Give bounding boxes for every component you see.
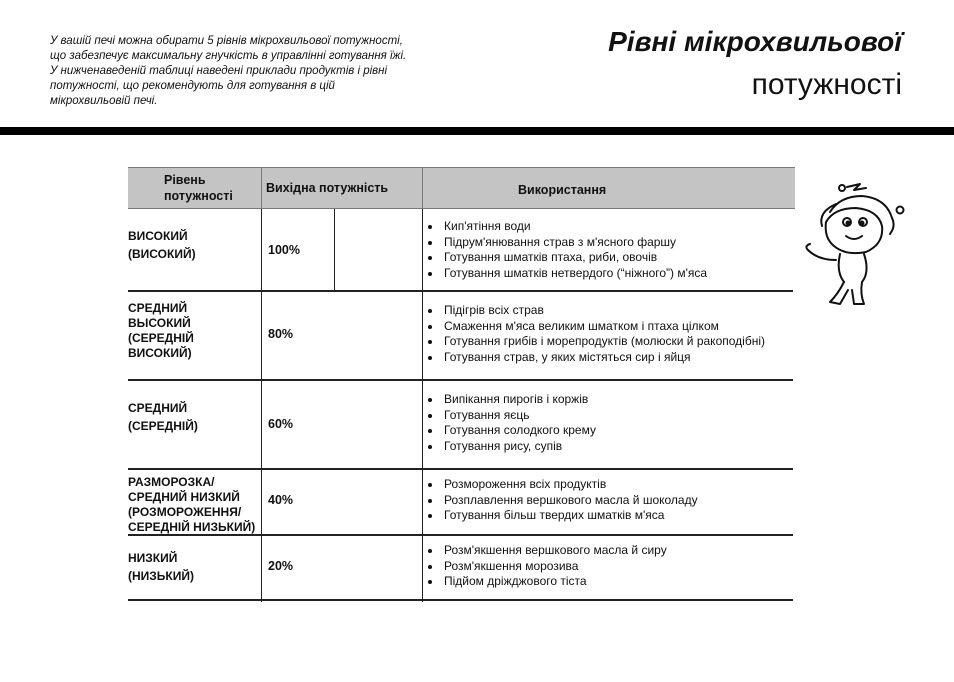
level-label: ВИСОКИЙ bbox=[128, 229, 188, 243]
list-item: Кип'ятіння води bbox=[424, 219, 707, 235]
list-item: Готування солодкого крему bbox=[424, 423, 596, 439]
row-divider bbox=[128, 468, 793, 470]
table-row-level bbox=[128, 401, 260, 434]
table-row-level bbox=[128, 229, 260, 262]
header-level bbox=[164, 172, 274, 204]
header-output: Вихідна потужність bbox=[266, 181, 389, 195]
row-divider bbox=[128, 599, 793, 601]
table-row-uses bbox=[424, 303, 765, 365]
list-item: Випікання пирогів і коржів bbox=[424, 392, 596, 408]
list-item: Підйом дріжджового тіста bbox=[424, 574, 667, 590]
table-row-power: 80% bbox=[268, 327, 294, 341]
level-label: ВИСОКИЙ) bbox=[128, 346, 192, 360]
level-label: ВЫСОКИЙ bbox=[128, 316, 191, 330]
level-label: (РОЗМОРОЖЕННЯ/ bbox=[128, 505, 242, 519]
column-divider bbox=[261, 209, 262, 602]
table-row-level bbox=[128, 475, 260, 535]
table-row-uses bbox=[424, 219, 707, 281]
header-divider bbox=[422, 167, 423, 209]
level-label: (СЕРЕДНІЙ bbox=[128, 331, 194, 345]
table-row-power: 20% bbox=[268, 559, 294, 573]
table-row-power: 60% bbox=[268, 417, 294, 431]
column-divider bbox=[422, 209, 423, 602]
level-label: НИЗКИЙ bbox=[128, 551, 178, 565]
list-item: Готування шматків птаха, риби, овочів bbox=[424, 250, 707, 266]
level-label: СРЕДНИЙ НИЗКИЙ bbox=[128, 490, 240, 504]
page-subtitle: потужності bbox=[751, 68, 902, 101]
level-label: (ВИСОКИЙ) bbox=[128, 247, 196, 261]
list-item: Готування шматків нетвердого (“ніжного”) м'яса bbox=[424, 266, 707, 282]
header-rule bbox=[0, 127, 954, 135]
table-row-power: 100% bbox=[268, 243, 300, 257]
column-divider bbox=[334, 209, 335, 290]
list-item: Готування більш твердих шматків м'яса bbox=[424, 508, 698, 524]
microwave-mascot-icon bbox=[800, 182, 910, 317]
table-row-power: 40% bbox=[268, 493, 294, 507]
header-divider bbox=[261, 167, 262, 209]
list-item: Розмороження всіх продуктів bbox=[424, 477, 698, 493]
table-row-level bbox=[128, 301, 260, 361]
intro-line: У нижченаведеній таблиці наведені приклади продуктів і рівні bbox=[50, 65, 388, 77]
list-item: Готування яєць bbox=[424, 408, 596, 424]
list-item: Розплавлення вершкового масла й шоколаду bbox=[424, 493, 698, 509]
level-label: (НИЗЬКИЙ) bbox=[128, 569, 194, 583]
list-item: Готування страв, у яких містяться сир і яйця bbox=[424, 350, 765, 366]
list-item: Готування рису, супів bbox=[424, 439, 596, 455]
power-levels-table bbox=[128, 167, 795, 602]
list-item: Готування грибів і морепродуктів (молюски й ракоподібні) bbox=[424, 334, 765, 350]
header-level-line: потужності bbox=[164, 189, 233, 203]
level-label: СРЕДНИЙ bbox=[128, 401, 188, 415]
row-divider bbox=[128, 290, 793, 292]
list-item: Розм'якшення вершкового масла й сиру bbox=[424, 543, 667, 559]
row-divider bbox=[128, 379, 793, 381]
level-label: СРЕДНИЙ bbox=[128, 301, 188, 315]
list-item: Підрум'янювання страв з м'ясного фаршу bbox=[424, 235, 707, 251]
level-label: РАЗМОРОЗКА/ bbox=[128, 475, 215, 489]
table-row-uses bbox=[424, 543, 667, 590]
level-label: (СЕРЕДНІЙ) bbox=[128, 419, 198, 433]
intro-line: У вашій печі можна обирати 5 рівнів мікрохвильової потужності, bbox=[50, 35, 403, 47]
table-row-uses bbox=[424, 392, 596, 454]
table-row-uses bbox=[424, 477, 698, 524]
list-item: Розм'якшення морозива bbox=[424, 559, 667, 575]
list-item: Підігрів всіх страв bbox=[424, 303, 765, 319]
intro-line: що забезпечує максимальну гнучкість в управлінні готування їжі. bbox=[50, 50, 407, 62]
header-usage: Використання bbox=[518, 183, 607, 197]
intro-line: мікрохвильовій печі. bbox=[50, 95, 158, 107]
table-row-level bbox=[128, 551, 260, 584]
intro-text bbox=[50, 34, 470, 109]
page-title: Рівні мікрохвильової bbox=[608, 26, 902, 57]
table-header bbox=[128, 167, 795, 209]
header-level-line: Рівень bbox=[164, 173, 206, 187]
level-label: СЕРЕДНІЙ НИЗЬКИЙ) bbox=[128, 520, 256, 534]
list-item: Смаження м'яса великим шматком і птаха цілком bbox=[424, 319, 765, 335]
intro-line: потужності, що рекомендують для готування в цій bbox=[50, 80, 335, 92]
